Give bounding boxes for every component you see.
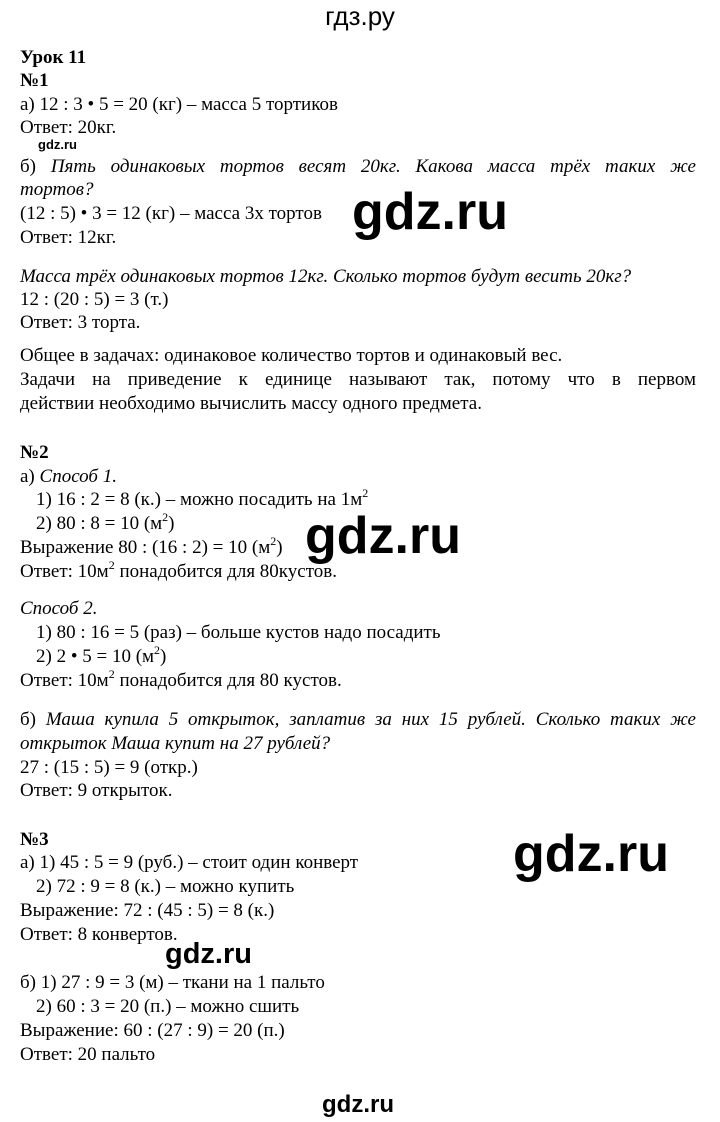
task3-number: №3 — [20, 829, 49, 850]
task2-w2-step2-close: ) — [160, 646, 167, 667]
task2-b-question — [20, 709, 696, 731]
watermark-4: gdz.ru — [165, 938, 252, 970]
task2-w1-step2-close: ) — [168, 513, 175, 534]
task3-b-expression: Выражение: 60 : (27 : 9) = 20 (п.) — [20, 1020, 285, 1041]
task3-b-answer: Ответ: 20 пальто — [20, 1044, 156, 1065]
task2-way1-label: Способ 1. — [39, 466, 117, 487]
lesson-title: Урок 11 — [20, 47, 87, 68]
task2-w1-step1-text: 1) 16 : 2 = 8 (к.) – можно посадить на 1м — [36, 489, 363, 510]
task2-w1-answer-pre: Ответ: 10м — [20, 561, 109, 582]
task2-way1-title — [20, 466, 117, 488]
task2-w2-answer-pre: Ответ: 10м — [20, 670, 109, 691]
task2-b-prefix: б) — [20, 709, 46, 730]
task2-b-question-cont: открыток Маша купит на 27 рублей? — [20, 733, 331, 754]
watermark-2: gdz.ru — [305, 507, 461, 565]
task2-w2-step2 — [36, 643, 167, 668]
watermark-footer[interactable]: gdz.ru — [322, 1091, 394, 1118]
task2-w2-answer — [20, 667, 342, 692]
task2-w1-expression-text: Выражение 80 : (16 : 2) = 10 (м — [20, 537, 271, 558]
task2-w1-expression — [20, 534, 283, 559]
task2-w1-answer — [20, 558, 337, 583]
task1-explain-1: Задачи на приведение к единице называют так, потому что в первом — [20, 369, 696, 390]
watermark-1: gdz.ru — [352, 183, 508, 241]
task2-w2-step1: 1) 80 : 16 = 5 (раз) – больше кустов надо посадить — [36, 622, 441, 643]
task1-b-prefix: б) — [20, 156, 51, 177]
task3-a-step2: 2) 72 : 9 = 8 (к.) – можно купить — [36, 876, 295, 897]
task1-a-answer: Ответ: 20кг. — [20, 117, 117, 138]
task1-number: №1 — [20, 70, 49, 91]
task3-a-expression: Выражение: 72 : (45 : 5) = 8 (к.) — [20, 900, 275, 921]
task2-b-line: 27 : (15 : 5) = 9 (откр.) — [20, 757, 198, 778]
task2-w1-answer-sup: 2 — [108, 558, 115, 572]
task1-b-question-text: Пять одинаковых тортов весят 20кг. Какова масса трёх таких же — [50, 156, 696, 177]
task2-w1-expression-close: ) — [276, 537, 283, 558]
task2-way2-title: Способ 2. — [20, 598, 98, 619]
task1-b-line: (12 : 5) • 3 = 12 (кг) – масса 3х тортов — [20, 203, 322, 224]
task2-b-answer: Ответ: 9 открыток. — [20, 780, 173, 801]
task2-w2-answer-post: понадобится для 80 кустов. — [114, 670, 342, 691]
task1-b-question-cont: тортов? — [20, 179, 94, 200]
task1-c-question: Масса трёх одинаковых тортов 12кг. Сколько тортов будут весить 20кг? — [20, 266, 632, 287]
task1-c-line: 12 : (20 : 5) = 3 (т.) — [20, 289, 169, 310]
task2-w2-step2-sup: 2 — [154, 643, 161, 657]
task3-b-step2: 2) 60 : 3 = 20 (п.) – можно сшить — [36, 996, 300, 1017]
task2-w1-step1-sup: 2 — [362, 486, 369, 500]
task1-b-question — [20, 156, 696, 178]
task1-explain-2: действии необходимо вычислить массу одного предмета. — [20, 393, 482, 414]
task2-w1-step2-text: 2) 80 : 8 = 10 (м — [36, 513, 163, 534]
task2-w1-answer-post: понадобится для 80кустов. — [114, 561, 337, 582]
task1-b-answer: Ответ: 12кг. — [20, 227, 117, 248]
task2-b-question-text: Маша купила 5 открыток, заплатив за них 15 рублей. Сколько таких же — [45, 709, 696, 730]
task2-w1-step2-sup: 2 — [162, 510, 169, 524]
task3-a-step1: а) 1) 45 : 5 = 9 (руб.) – стоит один конверт — [20, 852, 359, 873]
task2-w1-step2 — [36, 510, 175, 535]
task2-a-prefix: а) — [20, 466, 40, 487]
task2-w2-step2-text: 2) 2 • 5 = 10 (м — [36, 646, 155, 667]
task3-b-step1: б) 1) 27 : 9 = 3 (м) – ткани на 1 пальто — [20, 972, 325, 993]
task2-w2-answer-sup: 2 — [108, 667, 115, 681]
task3-a-answer: Ответ: 8 конвертов. — [20, 924, 178, 945]
site-header[interactable]: гдз.ру — [325, 1, 395, 31]
watermark-small-top: gdz.ru — [38, 137, 77, 152]
watermark-3: gdz.ru — [513, 825, 669, 883]
task2-number: №2 — [20, 442, 49, 463]
task1-a-line: а) 12 : 3 • 5 = 20 (кг) – масса 5 тортиков — [20, 94, 338, 115]
task1-common: Общее в задачах: одинаковое количество тортов и одинаковый вес. — [20, 345, 563, 366]
task1-c-answer: Ответ: 3 торта. — [20, 312, 141, 333]
task2-w1-expression-sup: 2 — [270, 534, 277, 548]
